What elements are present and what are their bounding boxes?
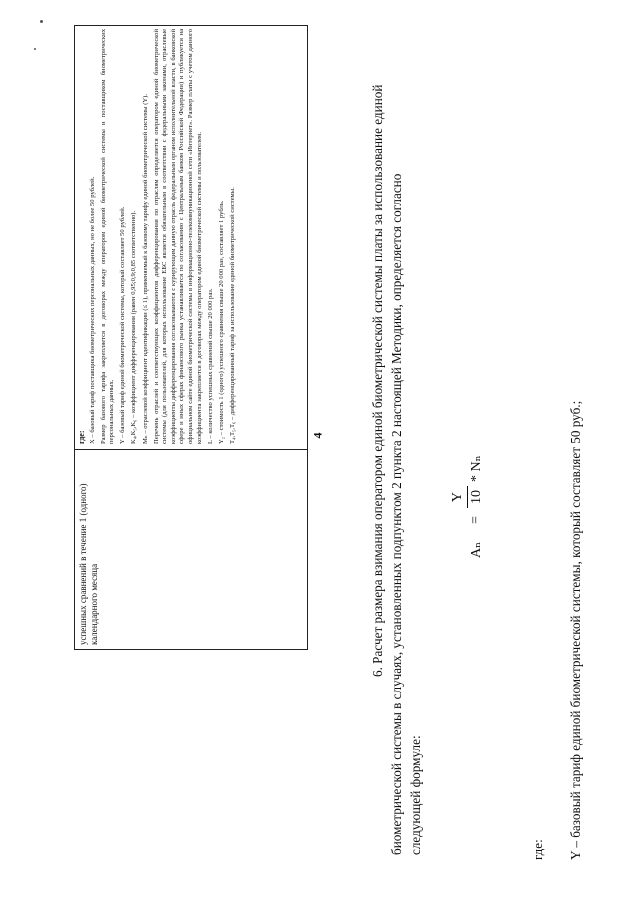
definition-t: T₄,T₅,T₆ – дифференцированный тариф за использование единой биометрической системы. bbox=[228, 187, 236, 444]
formula-fraction bbox=[450, 486, 485, 508]
section-6-line-1: 6. Расчет размера взимания оператором единой биометрической системы платы за использование единой bbox=[370, 84, 385, 677]
table-where-label: где: bbox=[77, 430, 86, 444]
formula-equals: = bbox=[468, 516, 483, 524]
rotated-page-content bbox=[20, 5, 620, 900]
definition-industries: Перечень отраслей и соответствующих коэффициентов дифференцирования по отраслям определяется оператором единой биометрической системы (для пользователей, для которых использование ЕБС является обязательным в соответствии с федеральными законами, отраслевые коэффициенты дифференцирования согласовываются с курирующим данную отрасль федеральным органом исполнительной власти, в банковской сфере и иных сферах финансового рынка устанавливается по согласованию с Центральным банком Российской Федерации) и публикуется на официальном сайте единой биометрической системы в информационно-телекоммуникационной сети «Интернет». Размер платы с учетом данного коэффициента закрепляется в договорах между оператором единой биометрической системы и пользователем. bbox=[152, 29, 203, 444]
formula-rhs: * Nₙ bbox=[469, 455, 484, 482]
tariff-table bbox=[74, 25, 308, 650]
definition-y2: Y₂ – стоимость 1 (одного) успешного сравнения свыше 20 000 раз, составляет 1 рубль. bbox=[217, 200, 225, 444]
definition-k: K₄,K₅,K₆ – коэффициент дифференцирования (равен 0,95;0,9;0,85 соответственно). bbox=[130, 210, 138, 444]
definition-m: Mₙ – отраслевой коэффициент идентификации (≤ 1), применяемый к базовому тарифу единой биометрической системы (Y). bbox=[141, 93, 149, 444]
definition-y: Y – базовый тариф единой биометрической системы, который составляет 50 рублей. bbox=[119, 206, 127, 444]
fraction-bar bbox=[467, 486, 468, 508]
formula-lhs: Aₙ bbox=[469, 541, 484, 558]
table-left-cell: успешных сравнений в течение 1 (одного) календарного месяца bbox=[75, 449, 307, 649]
section-6-line-3: следующей формуле: bbox=[408, 735, 423, 855]
definition-base-tariff: Размер базового тарифа закрепляется в договорах между оператором единой биометрической системы и поставщиком биометрических персональных данных. bbox=[99, 29, 116, 444]
section-6 bbox=[368, 25, 425, 855]
where-label: где: bbox=[530, 839, 545, 860]
definition-l: L – количество успешных сравнений свыше 20 000 раз. bbox=[206, 288, 214, 444]
page-number: 4 bbox=[310, 432, 325, 439]
table-right-cell bbox=[75, 24, 307, 449]
definition-x: X – базовый тариф поставщика биометрических персональных данных, но не более 50 рублей. bbox=[88, 176, 96, 444]
formula-numerator: Y bbox=[450, 491, 465, 503]
formula-denominator: 10 bbox=[469, 490, 484, 504]
y-definition: Y – базовый тариф единой биометрической системы, который составляет 50 руб.; bbox=[568, 400, 583, 860]
formula bbox=[448, 418, 498, 558]
section-6-line-2: биометрической системы в случаях, установленных подпунктом 2 пункта 2 настоящей Методики, определяется согласно bbox=[389, 173, 404, 855]
